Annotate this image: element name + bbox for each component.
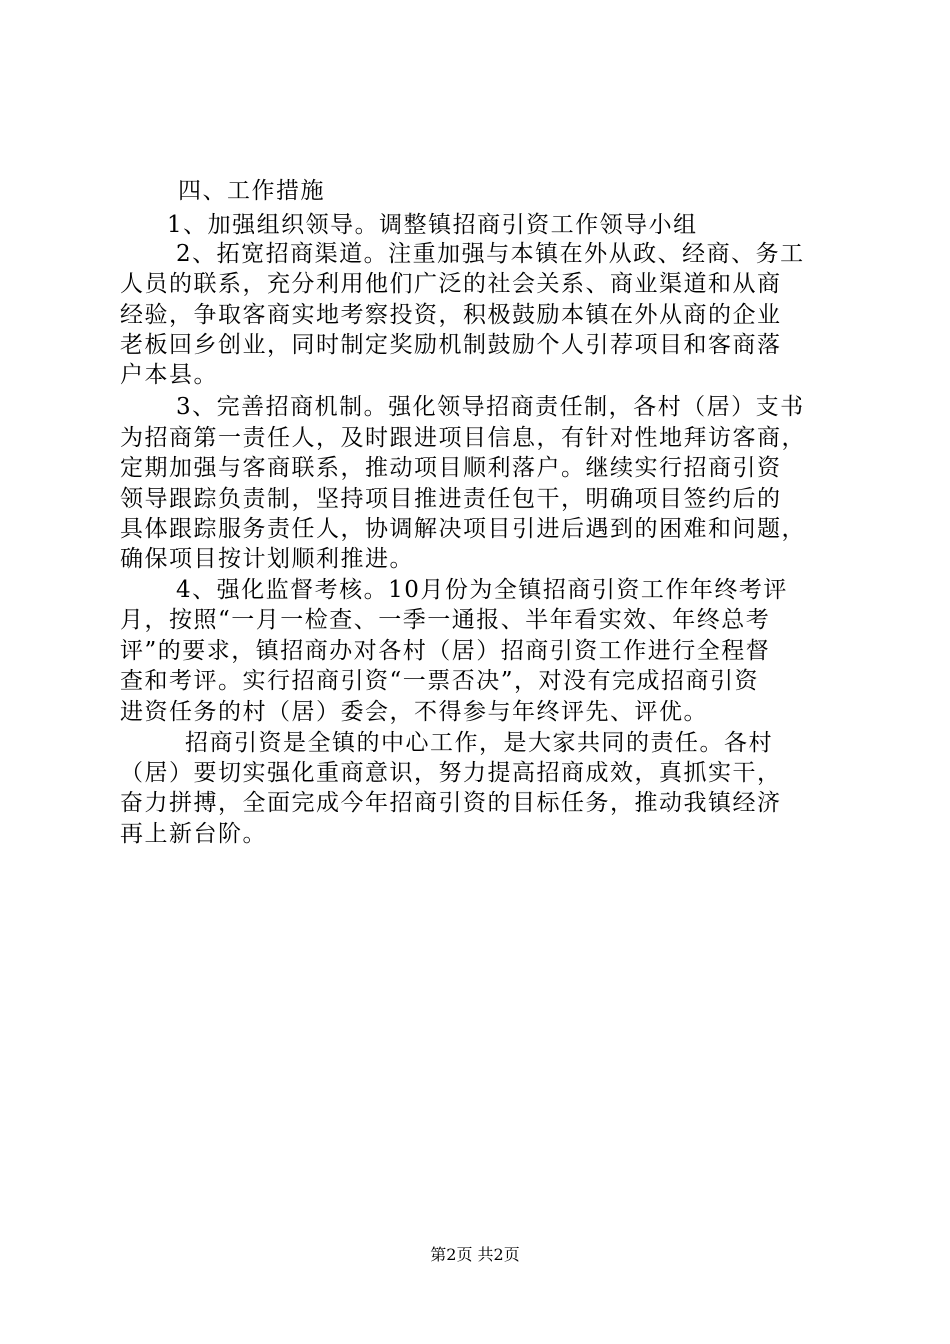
paragraph-line: 领导跟踪负责制，坚持项目推进责任包干，明确项目签约后的 bbox=[120, 486, 782, 512]
paragraph-line: 户本县。 bbox=[120, 362, 218, 388]
page-footer: 第2页 共2页 bbox=[430, 1245, 520, 1264]
paragraph-line: 奋力拼搏，全面完成今年招商引资的目标任务，推动我镇经济 bbox=[120, 790, 782, 816]
paragraph-line: 为招商第一责任人，及时跟进项目信息，有针对性地拜访客商， bbox=[120, 425, 806, 451]
paragraph-line: 3、完善招商机制。强化领导招商责任制，各村（居）支书 bbox=[176, 394, 805, 420]
paragraph-line: 月，按照“一月一检查、一季一通报、半年看实效、年终总考 bbox=[120, 607, 771, 633]
paragraph-line: 老板回乡创业，同时制定奖励机制鼓励个人引荐项目和客商落 bbox=[120, 332, 782, 358]
paragraph-line: 4、强化监督考核。10月份为全镇招商引资工作年终考评 bbox=[176, 577, 788, 603]
paragraph-line: 查和考评。实行招商引资“一票否决”，对没有完成招商引资 bbox=[120, 668, 760, 694]
paragraph-line: 确保项目按计划顺利推进。 bbox=[120, 546, 414, 572]
paragraph-line: 2、拓宽招商渠道。注重加强与本镇在外从政、经商、务工 bbox=[176, 241, 805, 267]
section-heading: 四、工作措施 bbox=[178, 178, 325, 204]
paragraph-line: 进资任务的村（居）委会，不得参与年终评先、评优。 bbox=[120, 699, 708, 725]
paragraph-line: （居）要切实强化重商意识，努力提高招商成效，真抓实干， bbox=[120, 760, 782, 786]
paragraph-line: 再上新台阶。 bbox=[120, 821, 267, 847]
paragraph-line: 1、加强组织领导。调整镇招商引资工作领导小组 bbox=[167, 212, 698, 238]
paragraph-line: 定期加强与客商联系，推动项目顺利落户。继续实行招商引资 bbox=[120, 455, 782, 481]
paragraph-line: 招商引资是全镇的中心工作，是大家共同的责任。各村 bbox=[185, 730, 773, 756]
paragraph-line: 人员的联系，充分利用他们广泛的社会关系、商业渠道和从商 bbox=[120, 271, 782, 297]
paragraph-line: 具体跟踪服务责任人，协调解决项目引进后遇到的困难和问题， bbox=[120, 516, 806, 542]
paragraph-line: 评”的要求，镇招商办对各村（居）招商引资工作进行全程督 bbox=[120, 638, 771, 664]
paragraph-line: 经验，争取客商实地考察投资，积极鼓励本镇在外从商的企业 bbox=[120, 302, 782, 328]
